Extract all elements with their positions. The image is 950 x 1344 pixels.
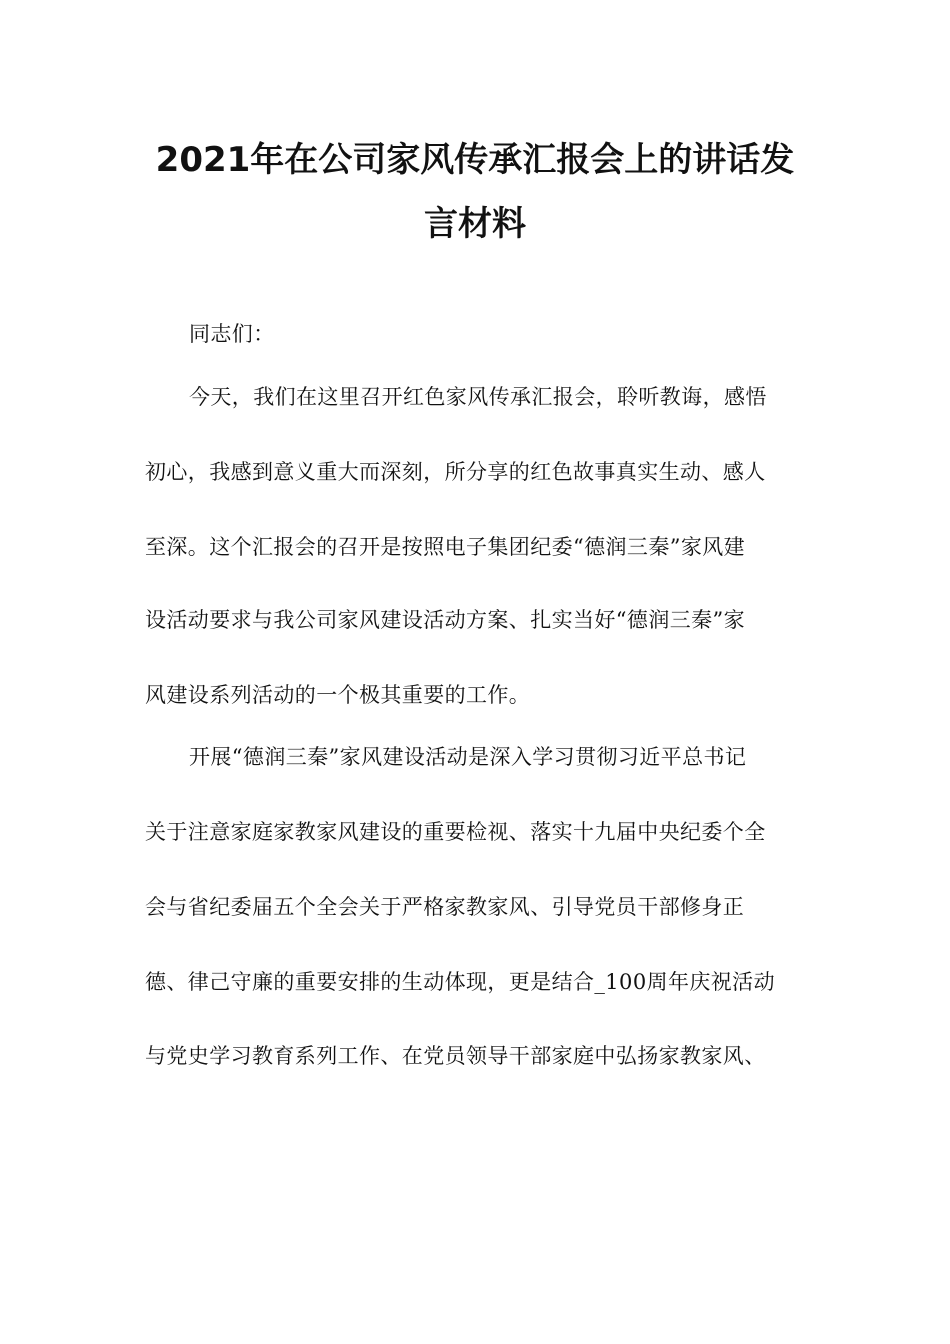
- title-line-1: 2021年在公司家风传承汇报会上的讲话发: [155, 140, 795, 180]
- paragraph-1-line-4: 设活动要求与我公司家风建设活动方案、扎实当好“德润三秦”家: [145, 608, 746, 632]
- salutation: 同志们：: [189, 322, 275, 346]
- paragraph-2-line-2: 关于注意家庭家教家风建设的重要检视、落实十九届中央纪委个全: [145, 820, 766, 844]
- document-title: [140, 128, 810, 256]
- paragraph-2-line-1: 开展“德润三秦”家风建设活动是深入学习贯彻习近平总书记: [189, 745, 747, 769]
- paragraph-2-line-4: 德、律己守廉的重要安排的生动体现，更是结合_100周年庆祝活动: [145, 970, 775, 994]
- paragraph-2-line-5: 与党史学习教育系列工作、在党员领导干部家庭中弘扬家教家风、: [145, 1044, 766, 1068]
- paragraph-1-line-1: 今天，我们在这里召开红色家风传承汇报会，聆听教诲，感悟: [189, 385, 767, 409]
- paragraph-1-line-3: 至深。这个汇报会的召开是按照电子集团纪委“德润三秦”家风建: [145, 535, 746, 559]
- title-line-2: 言材料: [424, 204, 526, 244]
- paragraph-1-line-2: 初心，我感到意义重大而深刻，所分享的红色故事真实生动、感人: [145, 460, 766, 484]
- paragraph-1-line-5: 风建设系列活动的一个极其重要的工作。: [145, 683, 531, 707]
- paragraph-2-line-3: 会与省纪委届五个全会关于严格家教家风、引导党员干部修身正: [145, 895, 745, 919]
